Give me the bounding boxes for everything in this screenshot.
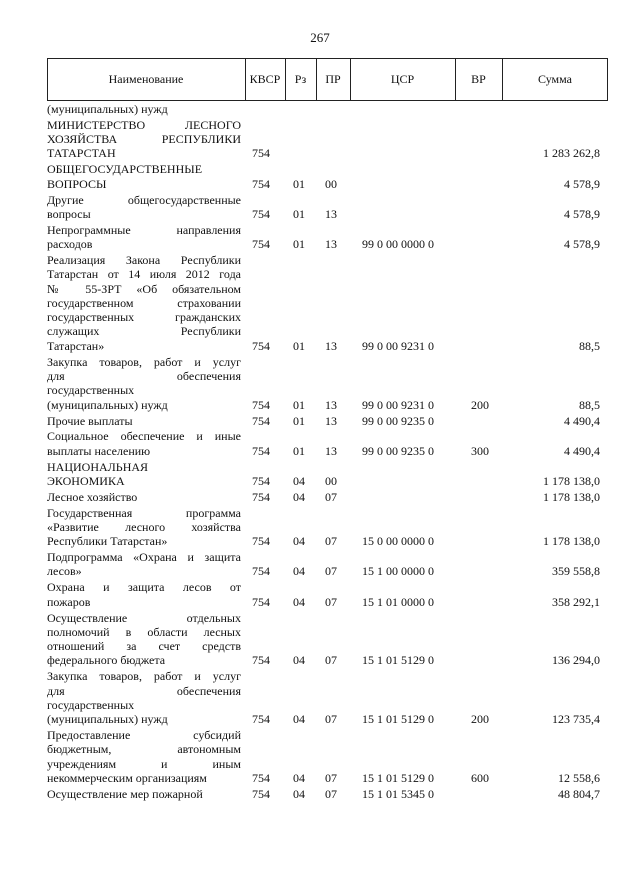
cell-kvsr: 754 [252,443,270,458]
table-row [47,414,608,428]
cell-pr: 07 [325,534,337,549]
row-name-line: вопросы [47,206,91,221]
cell-pr: 13 [325,237,337,252]
row-name-line: Закупка товаров, работ и услуг [47,354,241,369]
table-row [47,223,608,252]
row-name-line: Республики Татарстан» [47,534,168,549]
cell-rz: 04 [293,473,305,488]
row-name [47,253,241,353]
row-name-line: (муниципальных) нужд [47,712,168,727]
header-sum: Сумма [538,72,572,86]
cell-pr: 07 [325,594,337,609]
cell-pr: 13 [325,397,337,412]
table-row [47,580,608,609]
row-name-line: бюджетным, автономным [47,742,241,757]
row-name [47,580,241,609]
table-row [47,355,608,412]
table-row [47,429,608,458]
row-name [47,223,241,252]
row-name [47,102,241,116]
row-name [47,787,241,801]
cell-rz: 04 [293,787,305,801]
header-csr: ЦСР [390,72,415,86]
cell-sum: 136 294,0 [552,653,600,668]
row-name-line: государственном страховании [47,295,241,310]
table-row [47,162,608,191]
cell-kvsr: 754 [252,771,270,786]
table-row [47,118,608,161]
table-row [47,787,608,801]
cell-kvsr: 754 [252,413,270,428]
cell-csr: 15 1 00 0000 0 [362,564,434,579]
row-name-line: Реализация Закона Республики [47,253,241,267]
cell-sum: 4 578,9 [564,237,600,252]
cell-rz: 04 [293,534,305,549]
row-name-line: Прочие выплаты [47,413,133,428]
cell-sum: 48 804,7 [558,787,600,801]
row-name-line: Лесное хозяйство [47,489,138,504]
table-row [47,669,608,726]
cell-sum: 1 283 262,8 [543,146,600,161]
cell-kvsr: 754 [252,206,270,221]
header-name: Наименование [108,72,184,86]
row-name-line: пожаров [47,594,91,609]
cell-kvsr: 754 [252,489,270,504]
cell-kvsr: 754 [252,653,270,668]
cell-pr: 07 [325,564,337,579]
row-name-line: Другие общегосударственные [47,192,241,207]
header-rz: Рз [294,72,307,86]
cell-vr: 600 [471,771,489,786]
row-name [47,669,241,726]
row-name [47,162,241,191]
cell-kvsr: 754 [252,176,270,191]
cell-sum: 4 578,9 [564,206,600,221]
cell-rz: 04 [293,712,305,727]
row-name-line: НАЦИОНАЛЬНАЯ [47,459,149,474]
row-name-line: государственных [47,383,135,398]
row-name-line: для обеспечения [47,683,241,698]
table-row [47,490,608,504]
row-name-line: ВОПРОСЫ [47,176,107,191]
row-name [47,355,241,412]
cell-vr: 300 [471,443,489,458]
cell-rz: 01 [293,237,305,252]
cell-rz: 01 [293,206,305,221]
cell-kvsr: 754 [252,338,270,353]
cell-kvsr: 754 [252,397,270,412]
row-name-line: Татарстан от 14 июля 2012 года [47,267,241,282]
header-vr: ВР [471,72,486,86]
row-name [47,550,241,579]
cell-rz: 01 [293,443,305,458]
table-row [47,460,608,489]
cell-csr: 99 0 00 9231 0 [362,338,434,353]
cell-pr: 00 [325,473,337,488]
cell-sum: 88,5 [579,338,600,353]
cell-kvsr: 754 [252,146,270,161]
row-name-line: некоммерческим организациям [47,771,207,786]
row-name [47,118,241,161]
table-header [47,58,608,101]
cell-sum: 4 490,4 [564,443,600,458]
cell-csr: 99 0 00 9235 0 [362,443,434,458]
table-row [47,728,608,785]
cell-rz: 04 [293,489,305,504]
cell-pr: 13 [325,413,337,428]
row-name-line: ЭКОНОМИКА [47,473,125,488]
cell-sum: 4 578,9 [564,176,600,191]
table-row [47,611,608,668]
row-name-line: ОБЩЕГОСУДАРСТВЕННЫЕ [47,162,203,177]
row-name-line: ХОЗЯЙСТВА РЕСПУБЛИКИ [47,132,241,147]
cell-sum: 4 490,4 [564,413,600,428]
cell-kvsr: 754 [252,237,270,252]
table-row [47,253,608,353]
cell-pr: 13 [325,443,337,458]
row-name-line: для обеспечения [47,368,241,383]
row-name-line: государственных гражданских [47,310,241,325]
cell-pr: 07 [325,489,337,504]
cell-rz: 04 [293,653,305,668]
row-name-line: служащих Республики [47,324,241,339]
cell-rz: 01 [293,176,305,191]
table-row [47,193,608,222]
header-pr: ПР [325,72,341,86]
row-name-line: МИНИСТЕРСТВО ЛЕСНОГО [47,117,241,132]
row-name-line: Непрограммные направления [47,222,241,237]
row-name-line: федерального бюджета [47,653,166,668]
cell-rz: 01 [293,397,305,412]
cell-sum: 123 735,4 [552,712,600,727]
cell-pr: 07 [325,653,337,668]
cell-sum: 1 178 138,0 [543,489,600,504]
cell-csr: 15 1 01 5129 0 [362,712,434,727]
row-name [47,490,241,504]
cell-csr: 15 0 00 0000 0 [362,534,434,549]
cell-pr: 07 [325,712,337,727]
row-name-line: Осуществление мер пожарной [47,787,203,801]
cell-pr: 07 [325,771,337,786]
row-name-line: Государственная программа [47,505,241,520]
row-name-line: ТАТАРСТАН [47,146,116,161]
cell-rz: 01 [293,338,305,353]
cell-rz: 01 [293,413,305,428]
cell-csr: 99 0 00 9235 0 [362,413,434,428]
cell-sum: 12 558,6 [558,771,600,786]
cell-kvsr: 754 [252,534,270,549]
cell-csr: 99 0 00 9231 0 [362,397,434,412]
cell-sum: 359 558,8 [552,564,600,579]
row-name-line: лесов» [47,564,82,579]
row-name [47,611,241,668]
row-name [47,506,241,549]
row-name-line: (муниципальных) нужд [47,102,168,116]
header-kvsr: КВСР [249,72,281,86]
row-name-line: Татарстан» [47,338,105,353]
row-name-line: «Развитие лесного хозяйства [47,519,241,534]
cell-csr: 15 1 01 5345 0 [362,787,434,801]
row-name [47,429,241,458]
cell-rz: 04 [293,564,305,579]
page-number: 267 [310,30,330,45]
row-name-line: полномочий в области лесных [47,624,241,639]
row-name-line: Социальное обеспечение и иные [47,429,241,444]
cell-kvsr: 754 [252,564,270,579]
table-row [47,102,608,116]
cell-kvsr: 754 [252,787,270,801]
row-name-line: Закупка товаров, работ и услуг [47,669,241,684]
row-name-line: отношений за счет средств [47,639,241,654]
cell-csr: 15 1 01 5129 0 [362,771,434,786]
row-name-line: Предоставление субсидий [47,728,241,743]
cell-sum: 1 178 138,0 [543,473,600,488]
cell-kvsr: 754 [252,712,270,727]
cell-sum: 358 292,1 [552,594,600,609]
cell-sum: 88,5 [579,397,600,412]
cell-pr: 13 [325,206,337,221]
cell-pr: 00 [325,176,337,191]
cell-vr: 200 [471,397,489,412]
table-row [47,506,608,549]
row-name-line: (муниципальных) нужд [47,397,168,412]
row-name-line: № 55-ЗРТ «Об обязательном [47,281,241,296]
cell-csr: 15 1 01 0000 0 [362,594,434,609]
cell-pr: 07 [325,787,337,801]
row-name-line: государственных [47,697,135,712]
cell-vr: 200 [471,712,489,727]
cell-sum: 1 178 138,0 [543,534,600,549]
cell-csr: 15 1 01 5129 0 [362,653,434,668]
row-name-line: выплаты населению [47,443,151,458]
row-name-line: учреждениям и иным [47,756,241,771]
cell-rz: 04 [293,771,305,786]
cell-csr: 99 0 00 0000 0 [362,237,434,252]
row-name-line: Подпрограмма «Охрана и защита [47,550,241,565]
row-name [47,414,241,428]
table-row [47,550,608,579]
row-name [47,460,241,489]
cell-kvsr: 754 [252,594,270,609]
cell-pr: 13 [325,338,337,353]
row-name-line: расходов [47,237,93,252]
row-name [47,728,241,785]
cell-kvsr: 754 [252,473,270,488]
cell-rz: 04 [293,594,305,609]
row-name [47,193,241,222]
row-name-line: Охрана и защита лесов от [47,580,241,595]
row-name-line: Осуществление отдельных [47,610,241,625]
